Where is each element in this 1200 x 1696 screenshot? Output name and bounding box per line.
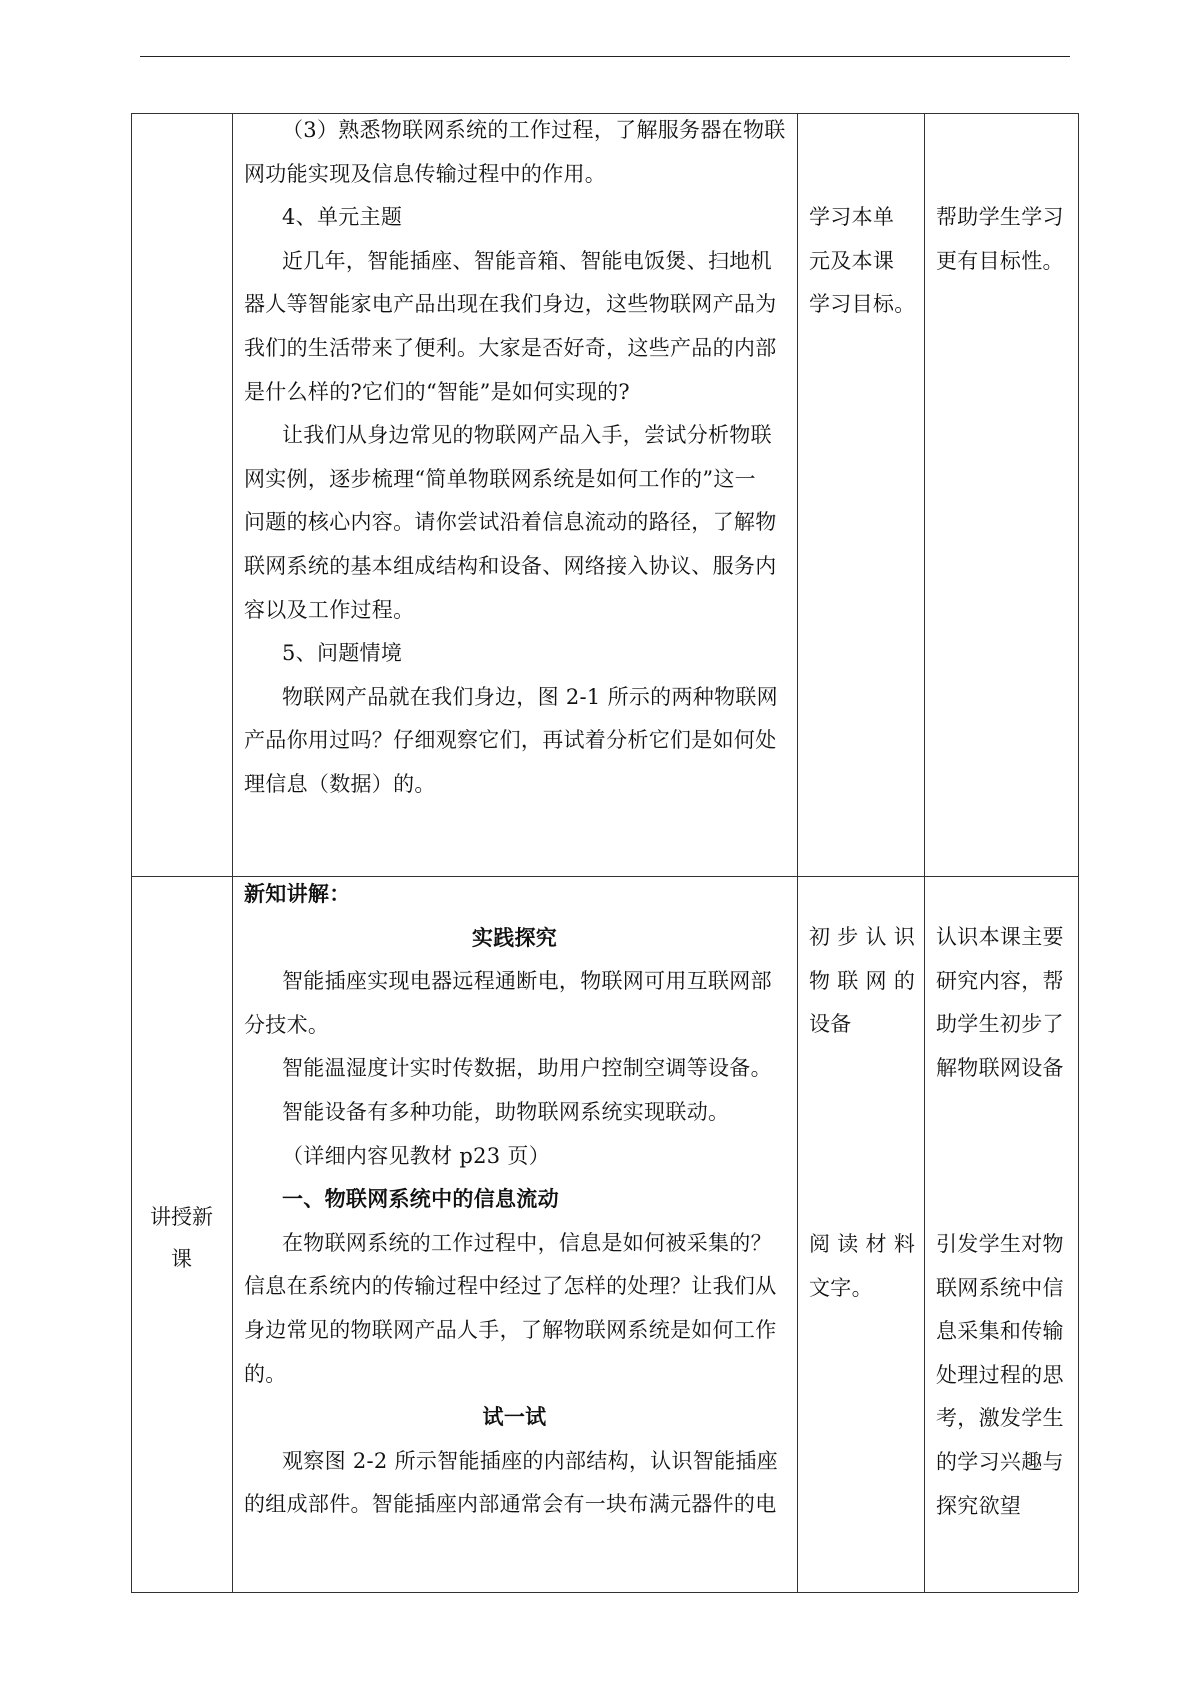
content-line: 器人等智能家电产品出现在我们身边，这些物联网产品为 [244, 292, 777, 317]
lesson-plan-table [131, 113, 1078, 1592]
intent-line: 探究欲望 [936, 1493, 1022, 1518]
content-line: 联网系统的基本组成结构和设备、网络接入协议、服务内 [244, 554, 777, 578]
content-line: 智能插座实现电器远程通断电，物联网可用互联网部 [282, 969, 772, 994]
content-line: 是什么样的?它们的“智能”是如何实现的? [244, 379, 630, 404]
content-line: 近几年，智能插座、智能音箱、智能电饭煲、扫地机 [282, 248, 772, 273]
activity-line: 文字。 [809, 1275, 873, 1300]
section-label: 讲授新 [150, 1205, 213, 1229]
intent-line: 研究内容，帮 [936, 968, 1064, 993]
intent-line: 帮助学生学习 [936, 205, 1064, 229]
table-row-objectives [131, 113, 1078, 876]
activity-line: 元及本课 [809, 248, 895, 273]
content-line: 智能温湿度计实时传数据，助用户控制空调等设备。 [282, 1056, 772, 1081]
intent-line: 更有目标性。 [936, 248, 1064, 273]
content-line: 的组成部件。智能插座内部通常会有一块布满元器件的电 [244, 1492, 777, 1517]
intent-line: 考，激发学生 [936, 1406, 1064, 1431]
content-line: 我们的生活带来了便利。大家是否好奇，这些产品的内部 [244, 336, 777, 360]
content-line: （详细内容见教材 p23 页） [282, 1143, 551, 1168]
activity-line: 学习本单 [809, 205, 895, 229]
activity-line: 设备 [809, 1012, 852, 1037]
content-line: 网实例，逐步梳理“简单物联网系统是如何工作的”这一 [244, 466, 756, 491]
design-intent-cell [924, 876, 1078, 1592]
table-border-right [1078, 113, 1079, 1592]
intent-line: 解物联网设备 [936, 1055, 1064, 1080]
activity-line: 学习目标。 [809, 292, 916, 317]
content-line: 实践探究 [471, 924, 558, 950]
content-line: 分技术。 [244, 1012, 330, 1037]
content-line: 产品你用过吗？仔细观察它们，再试着分析它们是如何处 [244, 728, 777, 753]
content-line: 试一试 [482, 1404, 547, 1430]
content-line: 问题的核心内容。请你尝试沿着信息流动的路径，了解物 [244, 510, 777, 535]
intent-line: 联网系统中信 [936, 1275, 1064, 1300]
table-border-bottom [131, 1592, 1078, 1593]
content-line: 理信息（数据）的。 [244, 772, 436, 796]
intent-line: 的学习兴趣与 [936, 1450, 1064, 1474]
content-line: 一、物联网系统中的信息流动 [282, 1186, 559, 1212]
content-line: 身边常见的物联网产品人手，了解物联网系统是如何工作 [244, 1318, 777, 1342]
activity-line: 阅 读 材 料 [809, 1232, 916, 1256]
content-line: 4、单元主题 [282, 205, 403, 230]
activity-line: 物 联 网 的 [809, 968, 916, 993]
student-activity-cell [797, 113, 924, 876]
content-line: 新知讲解： [244, 881, 351, 906]
intent-line: 引发学生对物 [936, 1232, 1064, 1256]
activity-line: 初 步 认 识 [809, 925, 916, 949]
design-intent-cell [924, 113, 1078, 876]
content-line: 信息在系统内的传输过程中经过了怎样的处理？让我们从 [244, 1274, 777, 1299]
content-line: 让我们从身边常见的物联网产品入手，尝试分析物联 [282, 423, 772, 448]
intent-line: 处理过程的思 [936, 1362, 1064, 1387]
intent-line: 认识本课主要 [936, 925, 1064, 949]
content-line: 5、问题情境 [282, 641, 403, 666]
content-line: 物联网产品就在我们身边，图 2-1 所示的两种物联网 [282, 684, 778, 709]
content-line: 的。 [244, 1361, 287, 1386]
header-rule [140, 56, 1070, 57]
content-line: 观察图 2-2 所示智能插座的内部结构，认识智能插座 [282, 1448, 778, 1473]
content-cell [232, 876, 797, 1592]
content-line: 网功能实现及信息传输过程中的作用。 [244, 161, 607, 186]
content-line: 在物联网系统的工作过程中，信息是如何被采集的？ [282, 1230, 772, 1255]
section-label: 课 [171, 1247, 192, 1271]
content-line: （3）熟悉物联网系统的工作过程，了解服务器在物联 [282, 118, 786, 142]
content-line: 智能设备有多种功能，助物联网系统实现联动。 [282, 1100, 730, 1124]
table-row-new-lesson [131, 876, 1078, 1592]
content-cell [232, 113, 797, 876]
intent-line: 息采集和传输 [936, 1319, 1064, 1344]
student-activity-cell [797, 876, 924, 1592]
section-label-cell [131, 876, 232, 1592]
intent-line: 助学生初步了 [936, 1012, 1064, 1037]
content-line: 容以及工作过程。 [244, 597, 415, 622]
